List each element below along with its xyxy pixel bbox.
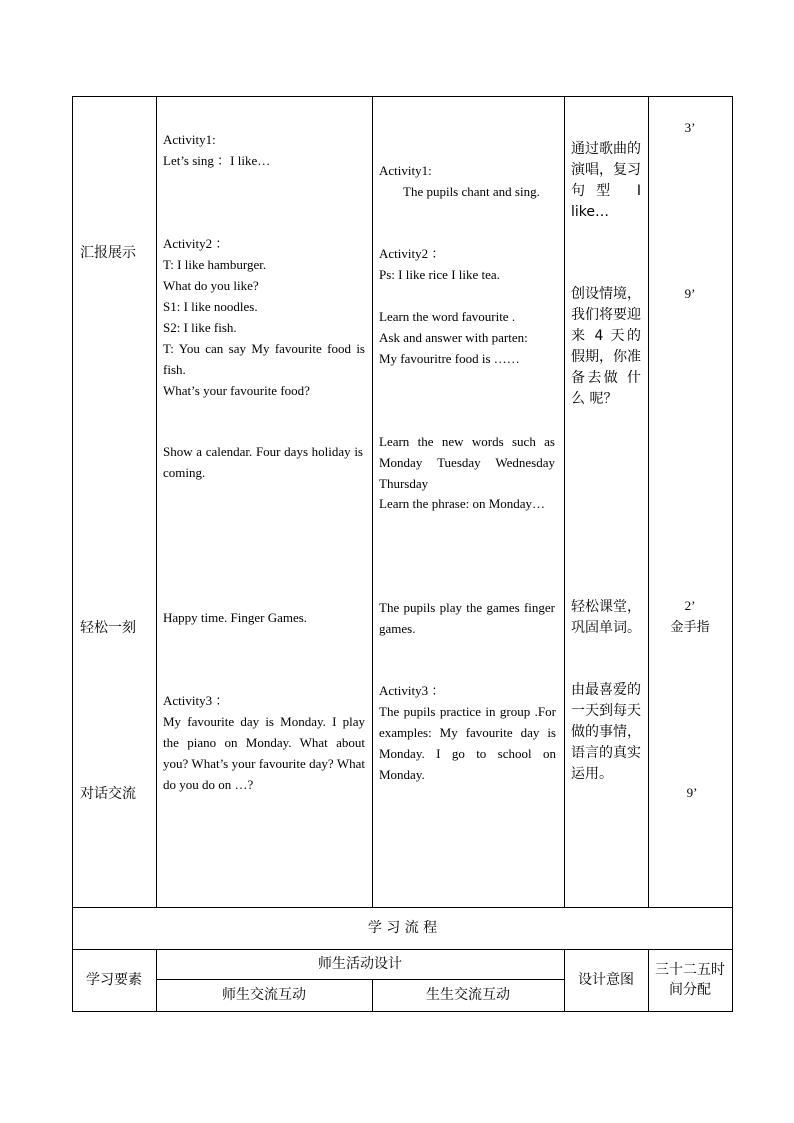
teacher-activity2-title: Activity2 ： — [163, 236, 229, 251]
teacher-activity2 — [163, 233, 365, 401]
row-divider-process — [72, 907, 733, 908]
student-activity3-title: Activity3 ： — [379, 683, 445, 698]
teacher-activity3-title: Activity3 ： — [163, 693, 229, 708]
col-divider-2-top — [372, 96, 373, 907]
header-elements: 学习要素 — [86, 972, 142, 988]
teacher-activity2-line1: T: I like hamburger. — [163, 257, 267, 272]
teacher-activity1 — [163, 129, 365, 171]
time-golden-finger: 金手指 — [670, 620, 710, 635]
student-activity3 — [379, 680, 556, 785]
process-heading: 学 习 流 程 — [367, 920, 438, 936]
student-activity1-text: The pupils chant and sing. — [403, 184, 540, 199]
time-3min: 3’ — [684, 120, 696, 135]
teacher-activity2-line3: S1: I like noodles. — [163, 299, 258, 314]
time-9min-a: 9’ — [684, 286, 696, 301]
teacher-activity1-title: Activity1: — [163, 132, 216, 147]
student-activity1-title: Activity1: — [379, 163, 432, 178]
stage-report: 汇报展示 — [80, 245, 136, 261]
stage-relax: 轻松一刻 — [80, 620, 136, 636]
col-divider-3-top — [564, 96, 565, 907]
col-divider-4-top — [648, 96, 649, 907]
teacher-activity2-line5: T: You can say My favourite food is fish. — [163, 341, 365, 377]
student-activity3-text: The pupils practice in group .For examples: My favourite day is Monday. I go to school on Monday. — [379, 704, 556, 782]
student-new-words: Learn the new words such as Monday Tuesday Wednesday Thursday — [379, 434, 555, 491]
teacher-happy-time: Happy time. Finger Games. — [163, 610, 308, 625]
time-9min-b: 9’ — [686, 785, 698, 800]
row-divider-subheader — [156, 979, 564, 980]
header-design-intent: 设计意图 — [578, 972, 634, 988]
student-activity2-line3: Ask and answer with parten: — [379, 330, 528, 345]
teacher-activity2-line2: What do you like? — [163, 278, 259, 293]
intent-consolidate: 轻松课堂，巩固单词。 — [571, 599, 641, 636]
student-activity2-line2: Learn the word favourite . — [379, 309, 516, 324]
header-time-allocation: 三十二五时间分配 — [655, 962, 725, 998]
intent-song: 通过歌曲的演唱，复习句型 I like… — [571, 141, 641, 220]
col-divider-1-top — [156, 96, 157, 907]
table-right-border — [732, 96, 733, 1012]
table-top-border — [72, 96, 733, 97]
time-2min: 2’ — [684, 598, 696, 613]
teacher-activity3 — [163, 690, 365, 795]
teacher-activity2-line6: What’s your favourite food? — [163, 383, 310, 398]
stage-dialogue: 对话交流 — [80, 786, 136, 802]
student-activity2 — [379, 243, 556, 369]
intent-real-use: 由最喜爱的一天到每天做的事情，语言的真实运用。 — [571, 682, 641, 782]
table-bottom-border — [72, 1011, 733, 1012]
student-activity2-line4: My favouritre food is …… — [379, 351, 520, 366]
student-activity2-title: Activity2 ： — [379, 246, 445, 261]
teacher-activity3-text: My favourite day is Monday. I play the piano on Monday. What about you? What’s your favourite day? What do you do on …? — [163, 714, 365, 792]
student-activity1 — [379, 160, 556, 202]
intent-scene: 创设情境，我们将要迎来 4 天的假期，你准备去做 什 么 呢？ — [571, 286, 641, 407]
student-activity2-line1: Ps: I like rice I like tea. — [379, 267, 500, 282]
header-teacher-interaction: 师生交流互动 — [222, 987, 306, 1003]
teacher-calendar: Show a calendar. Four days holiday is coming. — [163, 444, 363, 480]
header-student-interaction: 生生交流互动 — [426, 987, 510, 1003]
student-finger-games: The pupils play the games finger games. — [379, 600, 555, 636]
teacher-activity2-line4: S2: I like fish. — [163, 320, 237, 335]
student-phrase: Learn the phrase: on Monday… — [379, 496, 546, 511]
teacher-activity1-text: Let’s sing ：I like… — [163, 153, 271, 168]
col-divider-4-bottom — [648, 949, 649, 1011]
header-activity-design: 师生活动设计 — [318, 956, 402, 972]
row-divider-header — [72, 949, 733, 950]
table-left-border — [72, 96, 73, 1012]
